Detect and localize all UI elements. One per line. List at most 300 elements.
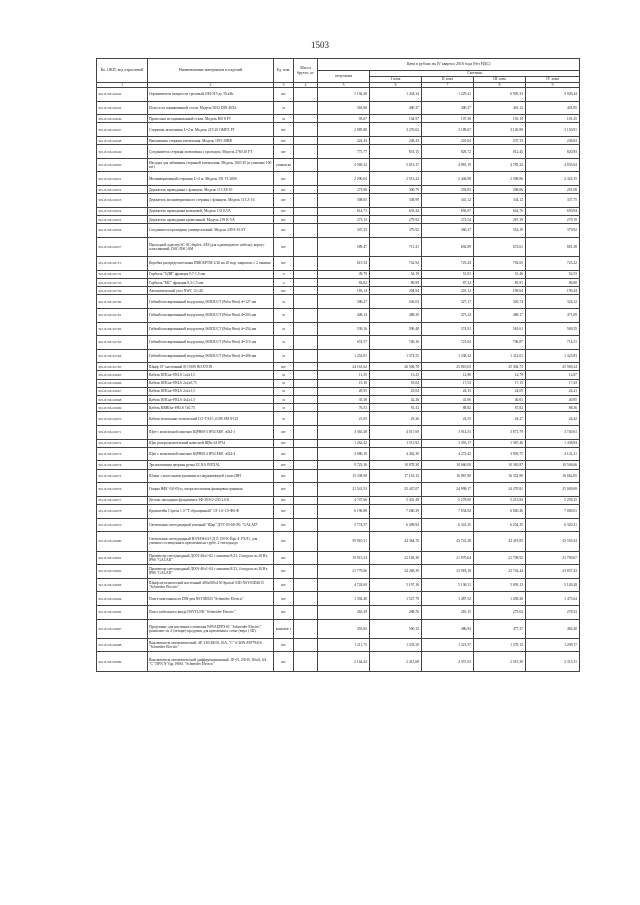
item-name: Молниеприемный стержень L=2 м. Модель 101 VL2000 xyxy=(148,172,274,186)
item-code: 301-8156-02642 xyxy=(97,88,148,102)
item-mass xyxy=(294,518,318,532)
price-zone-3: 1 367,46 xyxy=(474,439,526,447)
price-zone-4: 714,31 xyxy=(526,336,580,350)
price-zone-2: 24 998,17 xyxy=(422,483,474,497)
price-otp: 273,96 xyxy=(318,186,370,194)
table-row xyxy=(97,287,580,295)
price-zone-4: 24,42 xyxy=(526,412,580,426)
table-row xyxy=(97,278,580,286)
price-zone-3: 237,13 xyxy=(474,137,526,145)
price-otp: 615,54 xyxy=(318,257,370,271)
price-zone-2: 25 810,03 xyxy=(422,363,474,371)
item-unit: упаков ка xyxy=(274,158,294,172)
price-otp: 4 724,69 xyxy=(318,578,370,592)
item-name: Кабель КПСнг-FRLS 4х2х1,5 xyxy=(148,396,274,404)
price-zone-4: 25 049,69 xyxy=(526,483,580,497)
price-zone-2: 341,12 xyxy=(422,194,474,208)
price-otp: 2 985,88 xyxy=(318,123,370,137)
item-unit: шт xyxy=(274,652,294,671)
item-mass xyxy=(294,207,318,215)
col-number: 4 xyxy=(294,83,318,88)
item-mass xyxy=(294,137,318,145)
item-mass xyxy=(294,439,318,447)
item-unit: шт xyxy=(274,565,294,579)
item-name: Гибкий изолированный воздуховод ISODUCT (Polar Bear) d=127 мм xyxy=(148,295,274,309)
item-name: Опоры НФГ-0,0-05-ц, опора несиловая фланцевая граненая xyxy=(148,483,274,497)
item-mass xyxy=(294,349,318,363)
price-zone-4: 86,80 xyxy=(526,278,580,286)
table-row xyxy=(97,532,580,551)
table-row xyxy=(97,447,580,461)
item-code: 301-8156-02683 xyxy=(97,578,148,592)
item-name: Выключатель автоматический дифференциальный, 1P+N, 230 В, 30мА, 6А, "С" DPN N Vigi 19661 "Schneider Electric" xyxy=(148,652,274,671)
price-zone-1: 1 527,79 xyxy=(370,592,422,606)
price-otp: 15 338,98 xyxy=(318,469,370,483)
price-zone-2: 723,44 xyxy=(422,257,474,271)
price-zone-1: 279,92 xyxy=(370,216,422,224)
table-row xyxy=(97,363,580,371)
price-zone-3: 267,19 xyxy=(474,216,526,224)
item-name: Кабель волоконно-оптический СО-ТЭ4-1,4 ОВ SM 9/125 xyxy=(148,412,274,426)
item-mass xyxy=(294,469,318,483)
item-code: 301-8156-02671 xyxy=(97,426,148,440)
item-name: Проходной адаптер SC-SC duplex, SM (для одномодового кабеля), корпус пластиковый, DSC-DSC-SM xyxy=(148,237,274,256)
item-code: 301-8156-02678 xyxy=(97,504,148,518)
item-name: Полоса из оцинкованной стали. Модель 5052 DIN 40Х4 xyxy=(148,101,274,115)
price-zone-4: 723,22 xyxy=(526,257,580,271)
price-otp: 21,05 xyxy=(318,412,370,426)
item-name: Выключатель автоматический, 4Р, 230/400 В, 16А, "C" iC60N A9F79416 "Schneider Electric" xyxy=(148,638,274,652)
price-zone-3: 672,61 xyxy=(474,237,526,256)
price-otp: 6 196,88 xyxy=(318,504,370,518)
price-zone-3: 24,27 xyxy=(474,412,526,426)
price-zone-1: 18,04 xyxy=(370,379,422,387)
item-mass xyxy=(294,619,318,638)
table-row xyxy=(97,592,580,606)
item-name: Соединитель проводник универсальный. Модель 249 8-16 ST xyxy=(148,224,274,238)
item-unit: шт xyxy=(274,638,294,652)
price-zone-2: 327,17 xyxy=(422,295,474,309)
price-zone-2: 107,30 xyxy=(422,115,474,123)
price-zone-3: 24,05 xyxy=(474,387,526,395)
price-zone-3: 6 995,33 xyxy=(474,88,526,102)
item-name: Кабель КПСнг-FRLS 2х2х0,75 xyxy=(148,379,274,387)
item-mass xyxy=(294,592,318,606)
price-zone-2: 281,15 xyxy=(422,605,474,619)
item-unit: м xyxy=(274,412,294,426)
item-code: 301-8156-02760 xyxy=(97,295,148,309)
item-unit: шт xyxy=(274,363,294,371)
price-zone-2: 41,06 xyxy=(422,396,474,404)
item-mass xyxy=(294,101,318,115)
price-zone-2: 23 918,10 xyxy=(422,565,474,579)
price-zone-3: 85,91 xyxy=(474,278,526,286)
price-otp: 2 290,64 xyxy=(318,172,370,186)
price-zone-4: 3 150,91 xyxy=(526,123,580,137)
item-name: Прожектор светодиодный ДО01-40х1-04 с линзами 8/23, 4 модуля по 20 Вт, IP66 "GALAD" xyxy=(148,565,274,579)
item-code: 301-8156-02647 xyxy=(97,123,148,137)
price-zone-2: 4 881,19 xyxy=(422,158,474,172)
header-name: Наименование материалов и изделий xyxy=(148,59,274,83)
price-zone-4: 25 569,24 xyxy=(526,363,580,371)
price-otp: 363,96 xyxy=(318,101,370,115)
item-unit: м xyxy=(274,396,294,404)
col-number: 9 xyxy=(526,83,580,88)
table-row xyxy=(97,496,580,504)
price-zone-4: 16 662,05 xyxy=(526,469,580,483)
item-mass xyxy=(294,158,318,172)
price-zone-4: 1 299,17 xyxy=(526,638,580,652)
price-zone-1: 2 513,22 xyxy=(370,172,422,186)
price-zone-2: 1 455,17 xyxy=(422,439,474,447)
price-zone-2: 6 341,35 xyxy=(422,518,474,532)
item-code: 301-8156-02733 xyxy=(97,278,148,286)
item-mass xyxy=(294,638,318,652)
price-otp: 455,83 xyxy=(318,619,370,638)
header-zone-4: IV зона xyxy=(526,77,580,83)
price-zone-3: 3 126,99 xyxy=(474,123,526,137)
price-otp: 35,38 xyxy=(318,396,370,404)
price-zone-1: 25 447,07 xyxy=(370,483,422,497)
col-number: 3 xyxy=(274,83,294,88)
table-row xyxy=(97,137,580,145)
item-mass xyxy=(294,605,318,619)
price-zone-2: 2 446,98 xyxy=(422,172,474,186)
item-mass xyxy=(294,496,318,504)
item-unit: шт xyxy=(274,551,294,565)
item-name: Кабель КПСнг-FRLS 2х2х1,5 xyxy=(148,387,274,395)
table-row xyxy=(97,652,580,671)
price-zone-4: 43 559,34 xyxy=(526,532,580,551)
item-name: Держатель проводника кровельный. Модель 139 K-VA xyxy=(148,216,274,224)
price-zone-2: 17,53 xyxy=(422,379,474,387)
item-code: 301-8156-02652 xyxy=(97,186,148,194)
item-mass xyxy=(294,652,318,671)
price-zone-1: 1 333,50 xyxy=(370,638,422,652)
price-zone-2: 43 741,28 xyxy=(422,532,474,551)
table-row xyxy=(97,396,580,404)
item-name: Шкаф 19" настенный R-15SW ROXTON xyxy=(148,363,274,371)
price-otp: 589,47 xyxy=(318,237,370,256)
table-row xyxy=(97,237,580,256)
item-mass xyxy=(294,295,318,309)
price-otp: 1 392,48 xyxy=(318,592,370,606)
price-zone-2: 1 229,41 xyxy=(422,88,474,102)
item-name: Детали закладные фундамента ЗФ-20/6/2-230 2,0-Б xyxy=(148,496,274,504)
price-otp: 1 192,40 xyxy=(318,88,370,102)
price-zone-1: 740,16 xyxy=(370,336,422,350)
item-code: 301-8156-02682 xyxy=(97,565,148,579)
item-unit: шт xyxy=(274,592,294,606)
item-mass xyxy=(294,412,318,426)
price-zone-4: 4 835,64 xyxy=(526,158,580,172)
price-zone-4: 820,93 xyxy=(526,145,580,159)
item-mass xyxy=(294,426,318,440)
header-zone-2: II зона xyxy=(422,77,474,83)
price-zone-1: 54,19 xyxy=(370,270,422,278)
item-name: Ограничитель мощности грозовый OM-319 до 30 кВт xyxy=(148,88,274,102)
item-code: 301-8156-02653 xyxy=(97,194,148,208)
price-otp: 21 779,66 xyxy=(318,565,370,579)
price-zone-3: 101,19 xyxy=(474,115,526,123)
item-code: 301-8156-02674 xyxy=(97,461,148,469)
price-zone-4: 401,85 xyxy=(526,101,580,115)
price-zone-4: 5 259,25 xyxy=(526,496,580,504)
item-code: 301-8156-02679 xyxy=(97,518,148,532)
price-zone-1: 711,41 xyxy=(370,237,422,256)
table-row xyxy=(97,439,580,447)
price-zone-4: 471,09 xyxy=(526,308,580,322)
price-zone-1: 26 506,78 xyxy=(370,363,422,371)
price-zone-2: 400,37 xyxy=(422,101,474,115)
price-zone-1: 204,94 xyxy=(370,287,422,295)
item-mass xyxy=(294,387,318,395)
header-price-title: Цена в рублях на IV квартал 2016 года (без НДС) xyxy=(318,59,580,71)
item-unit: шт xyxy=(274,578,294,592)
item-mass xyxy=(294,88,318,102)
item-code: 301-8156-02715 xyxy=(97,257,148,271)
item-code: 301-8156-02764 xyxy=(97,349,148,363)
price-zone-1: 379,92 xyxy=(370,224,422,238)
table-row xyxy=(97,123,580,137)
price-zone-1: 24 268,39 xyxy=(370,565,422,579)
item-name: Шланг с насосными рукавами из нержавеющей стали ШН xyxy=(148,469,274,483)
item-name: Шкаф металлический настенный 400х500х150 Spacial S3D NSYS3D4015 "Schneider Electric" xyxy=(148,578,274,592)
price-zone-1: 13,23 xyxy=(370,371,422,379)
item-mass xyxy=(294,123,318,137)
item-code: 301-8156-02676 xyxy=(97,483,148,497)
header-zone-3: III зона xyxy=(474,77,526,83)
price-zone-2: 656,67 xyxy=(422,207,474,215)
item-mass xyxy=(294,278,318,286)
price-otp: 273,13 xyxy=(318,216,370,224)
price-zone-1: 25,26 xyxy=(370,412,422,426)
price-zone-1: 488,29 xyxy=(370,308,422,322)
col-number: 6 xyxy=(370,83,422,88)
item-name: Эргономичная дверная ручка ULNA INITIAL xyxy=(148,461,274,469)
price-otp: 224,43 xyxy=(318,137,370,145)
item-code: 301-8156-02680 xyxy=(97,532,148,551)
price-zone-2: 12,98 xyxy=(422,371,474,379)
table-row xyxy=(97,483,580,497)
item-name: Держатель молниеприемного стержня с фланцем. Модель 113 Z-16 xyxy=(148,194,274,208)
price-zone-3: 288,06 xyxy=(474,186,526,194)
price-otp: 674,57 xyxy=(318,336,370,350)
price-zone-4: 2 315,31 xyxy=(526,652,580,671)
header-unit: Ед. изм. xyxy=(274,59,294,83)
price-otp: 347,25 xyxy=(318,224,370,238)
price-zone-4: 337,75 xyxy=(526,194,580,208)
table-row xyxy=(97,379,580,387)
table-row xyxy=(97,412,580,426)
item-unit: м xyxy=(274,115,294,123)
item-code: 301-8156-02677 xyxy=(97,496,148,504)
item-unit: шт xyxy=(274,496,294,504)
item-name: Гибкий изолированный воздуховод ISODUCT (Polar Bear) d=254 мм xyxy=(148,322,274,336)
table-row xyxy=(97,518,580,532)
item-code: 301-8156-02665 xyxy=(97,371,148,379)
item-mass xyxy=(294,216,318,224)
header-code: Ко. ОКП, код отраслевой xyxy=(97,59,148,83)
item-code: 301-8156-02688 xyxy=(97,638,148,652)
item-name: Кронштейн Стрела 1 4-"Т обращенный" 1Л-1,0-1,0-Ф6-Ф xyxy=(148,504,274,518)
price-zone-4: 40,85 xyxy=(526,396,580,404)
price-zone-3: 320,74 xyxy=(474,295,526,309)
item-name: Автоматический узел NWC 12×40 xyxy=(148,287,274,295)
price-zone-2: 24,33 xyxy=(422,387,474,395)
item-code: 301-8156-02666 xyxy=(97,379,148,387)
price-zone-1: 633,44 xyxy=(370,207,422,215)
col-number: 8 xyxy=(474,83,526,88)
price-zone-3: 17,15 xyxy=(474,379,526,387)
price-zone-4: 6 320,31 xyxy=(526,518,580,532)
price-zone-2: 2 357,03 xyxy=(422,652,474,671)
item-unit: шт xyxy=(274,145,294,159)
table-row xyxy=(97,426,580,440)
price-zone-3: 5 093,13 xyxy=(474,578,526,592)
item-unit: м xyxy=(274,387,294,395)
price-otp: 2 164,42 xyxy=(318,652,370,671)
price-zone-4: 569,55 xyxy=(526,322,580,336)
price-zone-3: 563,61 xyxy=(474,322,526,336)
table-row xyxy=(97,336,580,350)
price-zone-1: 6 499,94 xyxy=(370,518,422,532)
price-zone-1: 742,94 xyxy=(370,257,422,271)
table-row xyxy=(97,257,580,271)
price-zone-1: 17 161,33 xyxy=(370,469,422,483)
table-row xyxy=(97,207,580,215)
item-code: 301-8156-02675 xyxy=(97,469,148,483)
price-zone-1: 1 511,92 xyxy=(370,439,422,447)
price-zone-1: 851,15 xyxy=(370,145,422,159)
table-row xyxy=(97,186,580,194)
table-row xyxy=(97,308,580,322)
price-zone-4: 379,92 xyxy=(526,224,580,238)
item-name: Проволока из оцинкованной стали. Модель RD 8 FT xyxy=(148,115,274,123)
item-mass xyxy=(294,565,318,579)
price-zone-3: 25 302,73 xyxy=(474,363,526,371)
price-zone-3: 24 270,81 xyxy=(474,483,526,497)
price-zone-4: 7 000,61 xyxy=(526,504,580,518)
price-zone-4: 101,25 xyxy=(526,115,580,123)
price-zone-4: 2 424,15 xyxy=(526,172,580,186)
price-zone-3: 468,17 xyxy=(474,308,526,322)
price-otp: 183,14 xyxy=(318,287,370,295)
price-zone-2: 486,94 xyxy=(422,619,474,638)
item-mass xyxy=(294,363,318,371)
item-unit: шт xyxy=(274,518,294,532)
price-otp: 1 211,75 xyxy=(318,638,370,652)
price-zone-1: 4 402,39 xyxy=(370,447,422,461)
price-zone-2: 87,32 xyxy=(422,278,474,286)
price-zone-1: 500,12 xyxy=(370,619,422,638)
price-zone-4: 17,43 xyxy=(526,379,580,387)
price-zone-3: 812,45 xyxy=(474,145,526,159)
table-row xyxy=(97,461,580,469)
header-zone-1: I зона xyxy=(370,77,422,83)
col-number: 5 xyxy=(318,83,370,88)
price-otp: 82,82 xyxy=(318,278,370,286)
item-unit: шт xyxy=(274,439,294,447)
table-row xyxy=(97,270,580,278)
price-zone-2: 721,04 xyxy=(422,336,474,350)
table-row xyxy=(97,404,580,412)
price-zone-1: 44 364,76 xyxy=(370,532,422,551)
col-number: 7 xyxy=(422,83,474,88)
item-mass xyxy=(294,551,318,565)
price-otp: 448,14 xyxy=(318,308,370,322)
item-name: Гибкий изолированный воздуховод ISODUCT (Polar Bear) d=203 мм xyxy=(148,308,274,322)
item-code: 301-8156-02649 xyxy=(97,145,148,159)
price-zone-2: 5 278,00 xyxy=(422,496,474,504)
item-code: 301-8156-02646 xyxy=(97,115,148,123)
item-mass xyxy=(294,194,318,208)
item-unit: шт xyxy=(274,224,294,238)
price-zone-1: 104,97 xyxy=(370,115,422,123)
price-zone-1: 10 878,30 xyxy=(370,461,422,469)
item-name: Горбыль "ОДИ" фракция 0,7-1,5 мм xyxy=(148,270,274,278)
price-otp: 3 365,48 xyxy=(318,426,370,440)
price-zone-4: 10 546,66 xyxy=(526,461,580,469)
price-otp: 11,35 xyxy=(318,371,370,379)
price-zone-4: 1 325,83 xyxy=(526,349,580,363)
item-unit: м xyxy=(274,101,294,115)
price-zone-3: 43 419,83 xyxy=(474,532,526,551)
table-row xyxy=(97,295,580,309)
item-name: Кабель КВВГнг-FRLS 7х0,75 xyxy=(148,404,274,412)
price-zone-3: 87,82 xyxy=(474,404,526,412)
item-name: Прожектор светодиодный ДО01-40х1-02 с линзами 8/23, 2 модуля по 20 Вт, IP66 "GALAD" xyxy=(148,551,274,565)
item-unit: шт xyxy=(274,237,294,256)
price-zone-4: 3 949,44 xyxy=(526,88,580,102)
price-zone-1: 1 374,55 xyxy=(370,349,422,363)
item-name: Насадка для забивания стержней заземления. Модель 1820 20 (в упаковке 100 шт) xyxy=(148,158,274,172)
item-mass xyxy=(294,461,318,469)
price-zone-3: 477,37 xyxy=(474,619,526,638)
price-zone-2: 3 189,67 xyxy=(422,123,474,137)
price-zone-3: 1 458,28 xyxy=(474,592,526,606)
price-zone-1: 5 197,16 xyxy=(370,578,422,592)
item-unit: шт xyxy=(274,137,294,145)
item-unit: м xyxy=(274,371,294,379)
price-zone-2: 51,81 xyxy=(422,270,474,278)
price-zone-3: 1 312,01 xyxy=(474,349,526,363)
price-zone-3: 352,19 xyxy=(474,224,526,238)
item-code: 301-8156-02650 xyxy=(97,158,148,172)
price-otp: 21 541,53 xyxy=(318,483,370,497)
price-zone-2: 292,83 xyxy=(422,186,474,194)
price-zone-2: 5 136,51 xyxy=(422,578,474,592)
item-code: 301-8156-02763 xyxy=(97,336,148,350)
table-row xyxy=(97,216,580,224)
price-zone-2: 88,82 xyxy=(422,404,474,412)
item-unit: комплек т xyxy=(274,619,294,638)
price-zone-2: 21 870,64 xyxy=(422,551,474,565)
table-row xyxy=(97,387,580,395)
item-name: Светильник светодиодный ВЭЛАН-02-СД Л 150-К-Ёфо 4-УХЛ1, для уличного освещения и крепления на трубе, 2 светодиода xyxy=(148,532,274,551)
price-zone-2: 473,32 xyxy=(422,308,474,322)
item-unit: шт xyxy=(274,426,294,440)
price-zone-2: 24,55 xyxy=(422,412,474,426)
header-price-otp: отпускная xyxy=(318,71,370,83)
table-row xyxy=(97,115,580,123)
item-code: 301-8156-02648 xyxy=(97,137,148,145)
price-zone-1: 300,79 xyxy=(370,186,422,194)
table-row xyxy=(97,578,580,592)
price-zone-3: 401,12 xyxy=(474,101,526,115)
price-zone-1: 3 276,02 xyxy=(370,123,422,137)
price-zone-4: 12,87 xyxy=(526,371,580,379)
